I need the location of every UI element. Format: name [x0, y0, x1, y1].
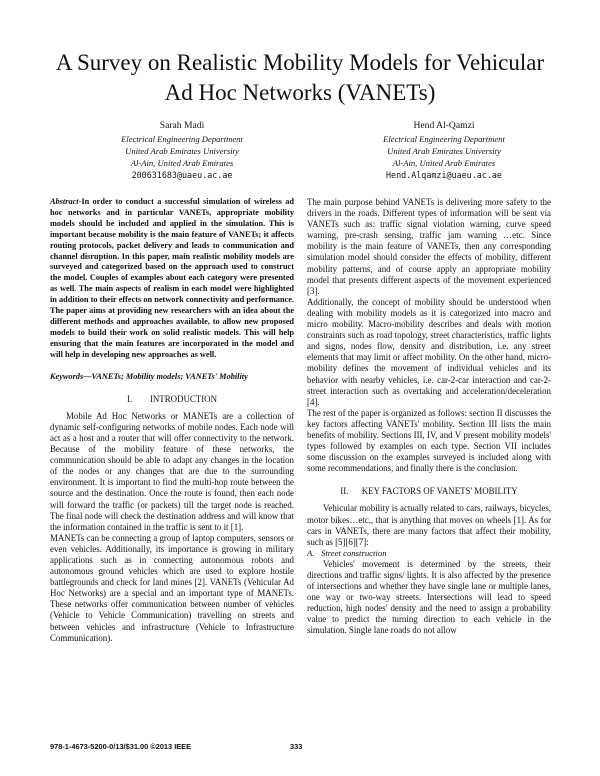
author-email: Hend.Alqamzi@uaeu.ac.ae: [386, 170, 502, 180]
author-city: Al-Ain, United Arab Emirates: [130, 158, 234, 168]
section-title: INTRODUCTION: [149, 393, 217, 404]
copyright-notice: 978-1-4673-5200-0/13/$31.00 ©2013 IEEE: [50, 742, 192, 751]
subsection-label: A.: [307, 547, 315, 558]
author-block-1: [52, 120, 312, 181]
title-line-2: Ad Hoc Networks (VANETs): [164, 80, 436, 105]
author-name: Hend Al-Qamzi: [413, 120, 475, 131]
abstract: [50, 197, 294, 361]
subsection-heading: [307, 548, 551, 559]
paragraph: Vehicular mobility is actually related to cars, railways, bicycles, motor bikes…etc., that is anything that moves on wheels [1]. As for cars in VANETs, there are many factors that affect their mobility, such as [5][6][7]:: [307, 503, 551, 547]
section-number: I.: [127, 393, 133, 404]
abstract-text: In order to conduct a successful simulation of wireless ad hoc networks and in particular VANETs, appropriate mobility models should be included and applied in the simulation. This is important because mobility is the main feature of VANETs; it affects routing protocols, packet delivery and leads to communication and channel disruption. In this paper, main realistic mobility models are surveyed and categorized based on the approach used to construct the model. Couples of examples about each category were presented as well. The main aspects of realism in each model were highlighted in addition to their effects on network connectivity and performance. The paper aims at providing new researchers with an idea about the different methods and approaches available, to allow new proposed models to build their work on solid realistic models. This will help ensuring that the main features are incorporated in the model and will help in developing new approaches as well.: [50, 197, 294, 359]
author-block-2: [314, 120, 574, 181]
paper-title: [20, 48, 580, 108]
author-email: 200631683@uaeu.ac.ae: [131, 170, 233, 180]
author-department: Electrical Engineering Department: [383, 134, 505, 144]
left-column: [50, 197, 294, 644]
paragraph: The rest of the paper is organized as follows: section II discusses the key factors affecting VANETs' mobility. Section III lists the main benefits of mobility. Sections III, IV, and V present mobility models' types followed by examples on each type. Section VII includes some discussion on the examples surveyed is included along with some recommendations, and finally there is the conclusion.: [307, 407, 551, 474]
subsection-title: Street construction: [321, 547, 387, 558]
section-heading-key-factors: [307, 486, 551, 497]
keywords: Keywords—VANETs; Mobility models; VANETs' Mobility: [50, 371, 248, 381]
section-number: II.: [340, 486, 349, 497]
page-number: 333: [290, 742, 303, 751]
section-heading-introduction: [50, 394, 294, 405]
author-department: Electrical Engineering Department: [121, 134, 243, 144]
section-title: KEY FACTORS OF VANETS' MOBILITY: [361, 486, 518, 497]
author-university: United Arab Emirates University: [125, 146, 239, 156]
paragraph: The main purpose behind VANETs is delivering more safety to the drivers in the roads. Different types of information will be sent via VANETs such as: traffic signal violation warning, curve speed warning, pre-crash sensing, traffic jam warning …etc. Since mobility is the main feature of VANETs, then any corresponding simulation model should consider the effects of mobility, different mobility patterns, and of course apply an appropriate mobility model that presents different aspects of the movement experienced [3].: [307, 197, 551, 296]
title-line-1: A Survey on Realistic Mobility Models for Vehicular: [55, 50, 545, 75]
author-name: Sarah Madi: [159, 120, 205, 131]
author-city: Al-Ain, United Arab Emirates: [392, 158, 496, 168]
abstract-label: Abstract-: [50, 197, 82, 206]
paragraph: Mobile Ad Hoc Networks or MANETs are a collection of dynamic self-configuring networks of mobile nodes. Each node will act as a host and a router that will offer connectivity to the network. Because of the mobility feature of these networks, the communication should be able to adapt any changes in the location of the nodes or any changes that are due to the surrounding environment. It is important to find the multi-hop route between the source and the destination. Once the route is found, then each node will forward the traffic (or packets) till the target node is reached. The final node will check the destination address and will know that the information contained in the traffic is sent to it [1].: [50, 410, 294, 532]
paragraph: Vehicles' movement is determined by the streets, their directions and traffic signs/ lights. It is also affected by the presence of intersections and whether they have single lane or multiple lanes, one way or two-way streets. Intersections will lead to speed reduction, high nodes' density and the need to assign a probability value to predict the turning direction to each vehicle in the simulation. Single lane roads do not allow: [307, 558, 551, 636]
right-column: [307, 197, 551, 637]
author-university: United Arab Emirates University: [387, 146, 501, 156]
paragraph: MANETs can be connecting a group of laptop computers, sensors or even vehicles. Additionally, its importance is growing in military applications such as in connecting autonomous robots and autonomous ground vehicles which are used to explore hostile battlegrounds and check for land mines [2]. VANETs (Vehicular Ad Hoc Networks) are a special and an important type of MANETs. These networks offer communication between number of vehicles (Vehicle to Vehicle Communication) travelling on streets and between vehicles and infrastructure (Vehicle to Infrastructure Communication).: [50, 532, 294, 643]
paragraph: Additionally, the concept of mobility should be understood when dealing with mobility models as it is categorized into macro and micro mobility. Macro-mobility describes and deals with motion constraints such as road topology, street characteristics, traffic lights and signs, nodes flow, density and distribution, i.e. any street elements that may limit or affect mobility. On the other hand, micro-mobility defines the movement of individual vehicles and its behavior with nearby vehicles, i.e. car-2-car interaction and car-2-street interaction such as overtaking and acceleration/deceleration [4].: [307, 296, 551, 407]
